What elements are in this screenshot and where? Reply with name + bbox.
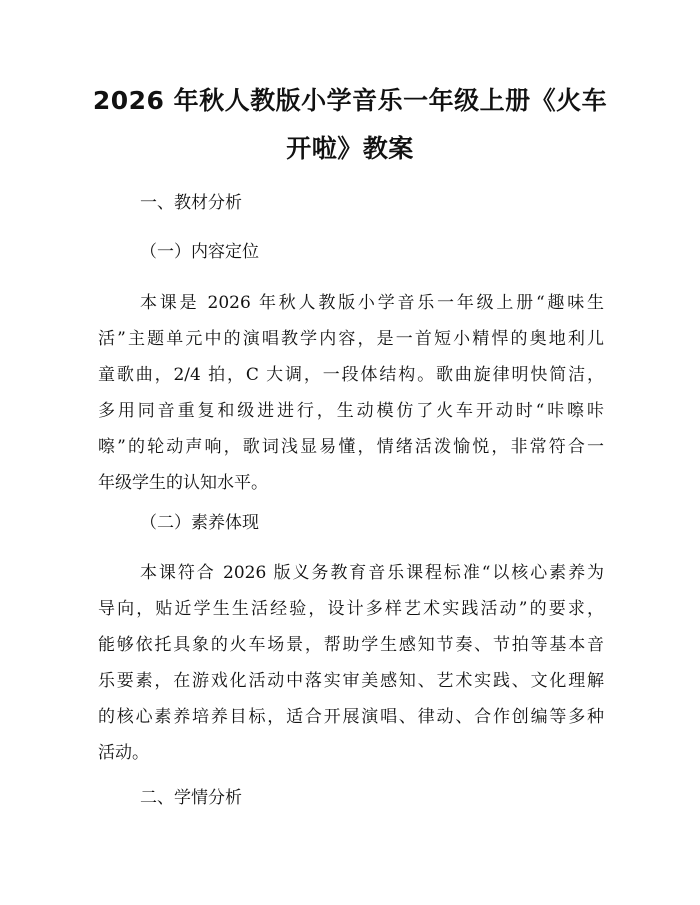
subsection-heading-content-positioning: （一）内容定位 — [140, 242, 259, 262]
section-heading-student-analysis: 二、学情分析 — [140, 788, 242, 808]
section-heading-textbook-analysis: 一、教材分析 — [140, 193, 242, 213]
paragraph-line: 导向，贴近学生生活经验，设计多样艺术实践活动”的要求， — [98, 599, 604, 619]
paragraph-line: 的核心素养培养目标，适合开展演唱、律动、合作创编等多种 — [98, 707, 604, 727]
paragraph-line: 活动。 — [98, 743, 149, 763]
paragraph-line: 本课符合 2026 版义务教育音乐课程标准“以核心素养为 — [140, 563, 604, 583]
paragraph-line: 能够依托具象的火车场景，帮助学生感知节奏、节拍等基本音 — [98, 635, 604, 655]
paragraph-line: 乐要素，在游戏化活动中落实审美感知、艺术实践、文化理解 — [98, 671, 604, 691]
paragraph-content-positioning — [98, 293, 604, 509]
paragraph-line: 活”主题单元中的演唱教学内容，是一首短小精悍的奥地利儿 — [98, 329, 604, 349]
paragraph-line: 年级学生的认知水平。 — [98, 473, 268, 493]
paragraph-line: 本课是 2026 年秋人教版小学音乐一年级上册“趣味生 — [140, 293, 604, 313]
paragraph-line: 嚓”的轮动声响，歌词浅显易懂，情绪活泼愉悦，非常符合一 — [98, 437, 604, 457]
document-title-line-1: 2026 年秋人教版小学音乐一年级上册《火车 — [92, 86, 608, 115]
paragraph-line: 多用同音重复和级进进行，生动模仿了火车开动时“咔嚓咔 — [98, 401, 604, 421]
subsection-heading-literacy: （二）素养体现 — [140, 513, 259, 533]
paragraph-line: 童歌曲，2/4 拍，C 大调，一段体结构。歌曲旋律明快简洁， — [98, 365, 604, 385]
document-title-line-2: 开啦》教案 — [286, 134, 414, 163]
paragraph-literacy — [98, 563, 604, 779]
